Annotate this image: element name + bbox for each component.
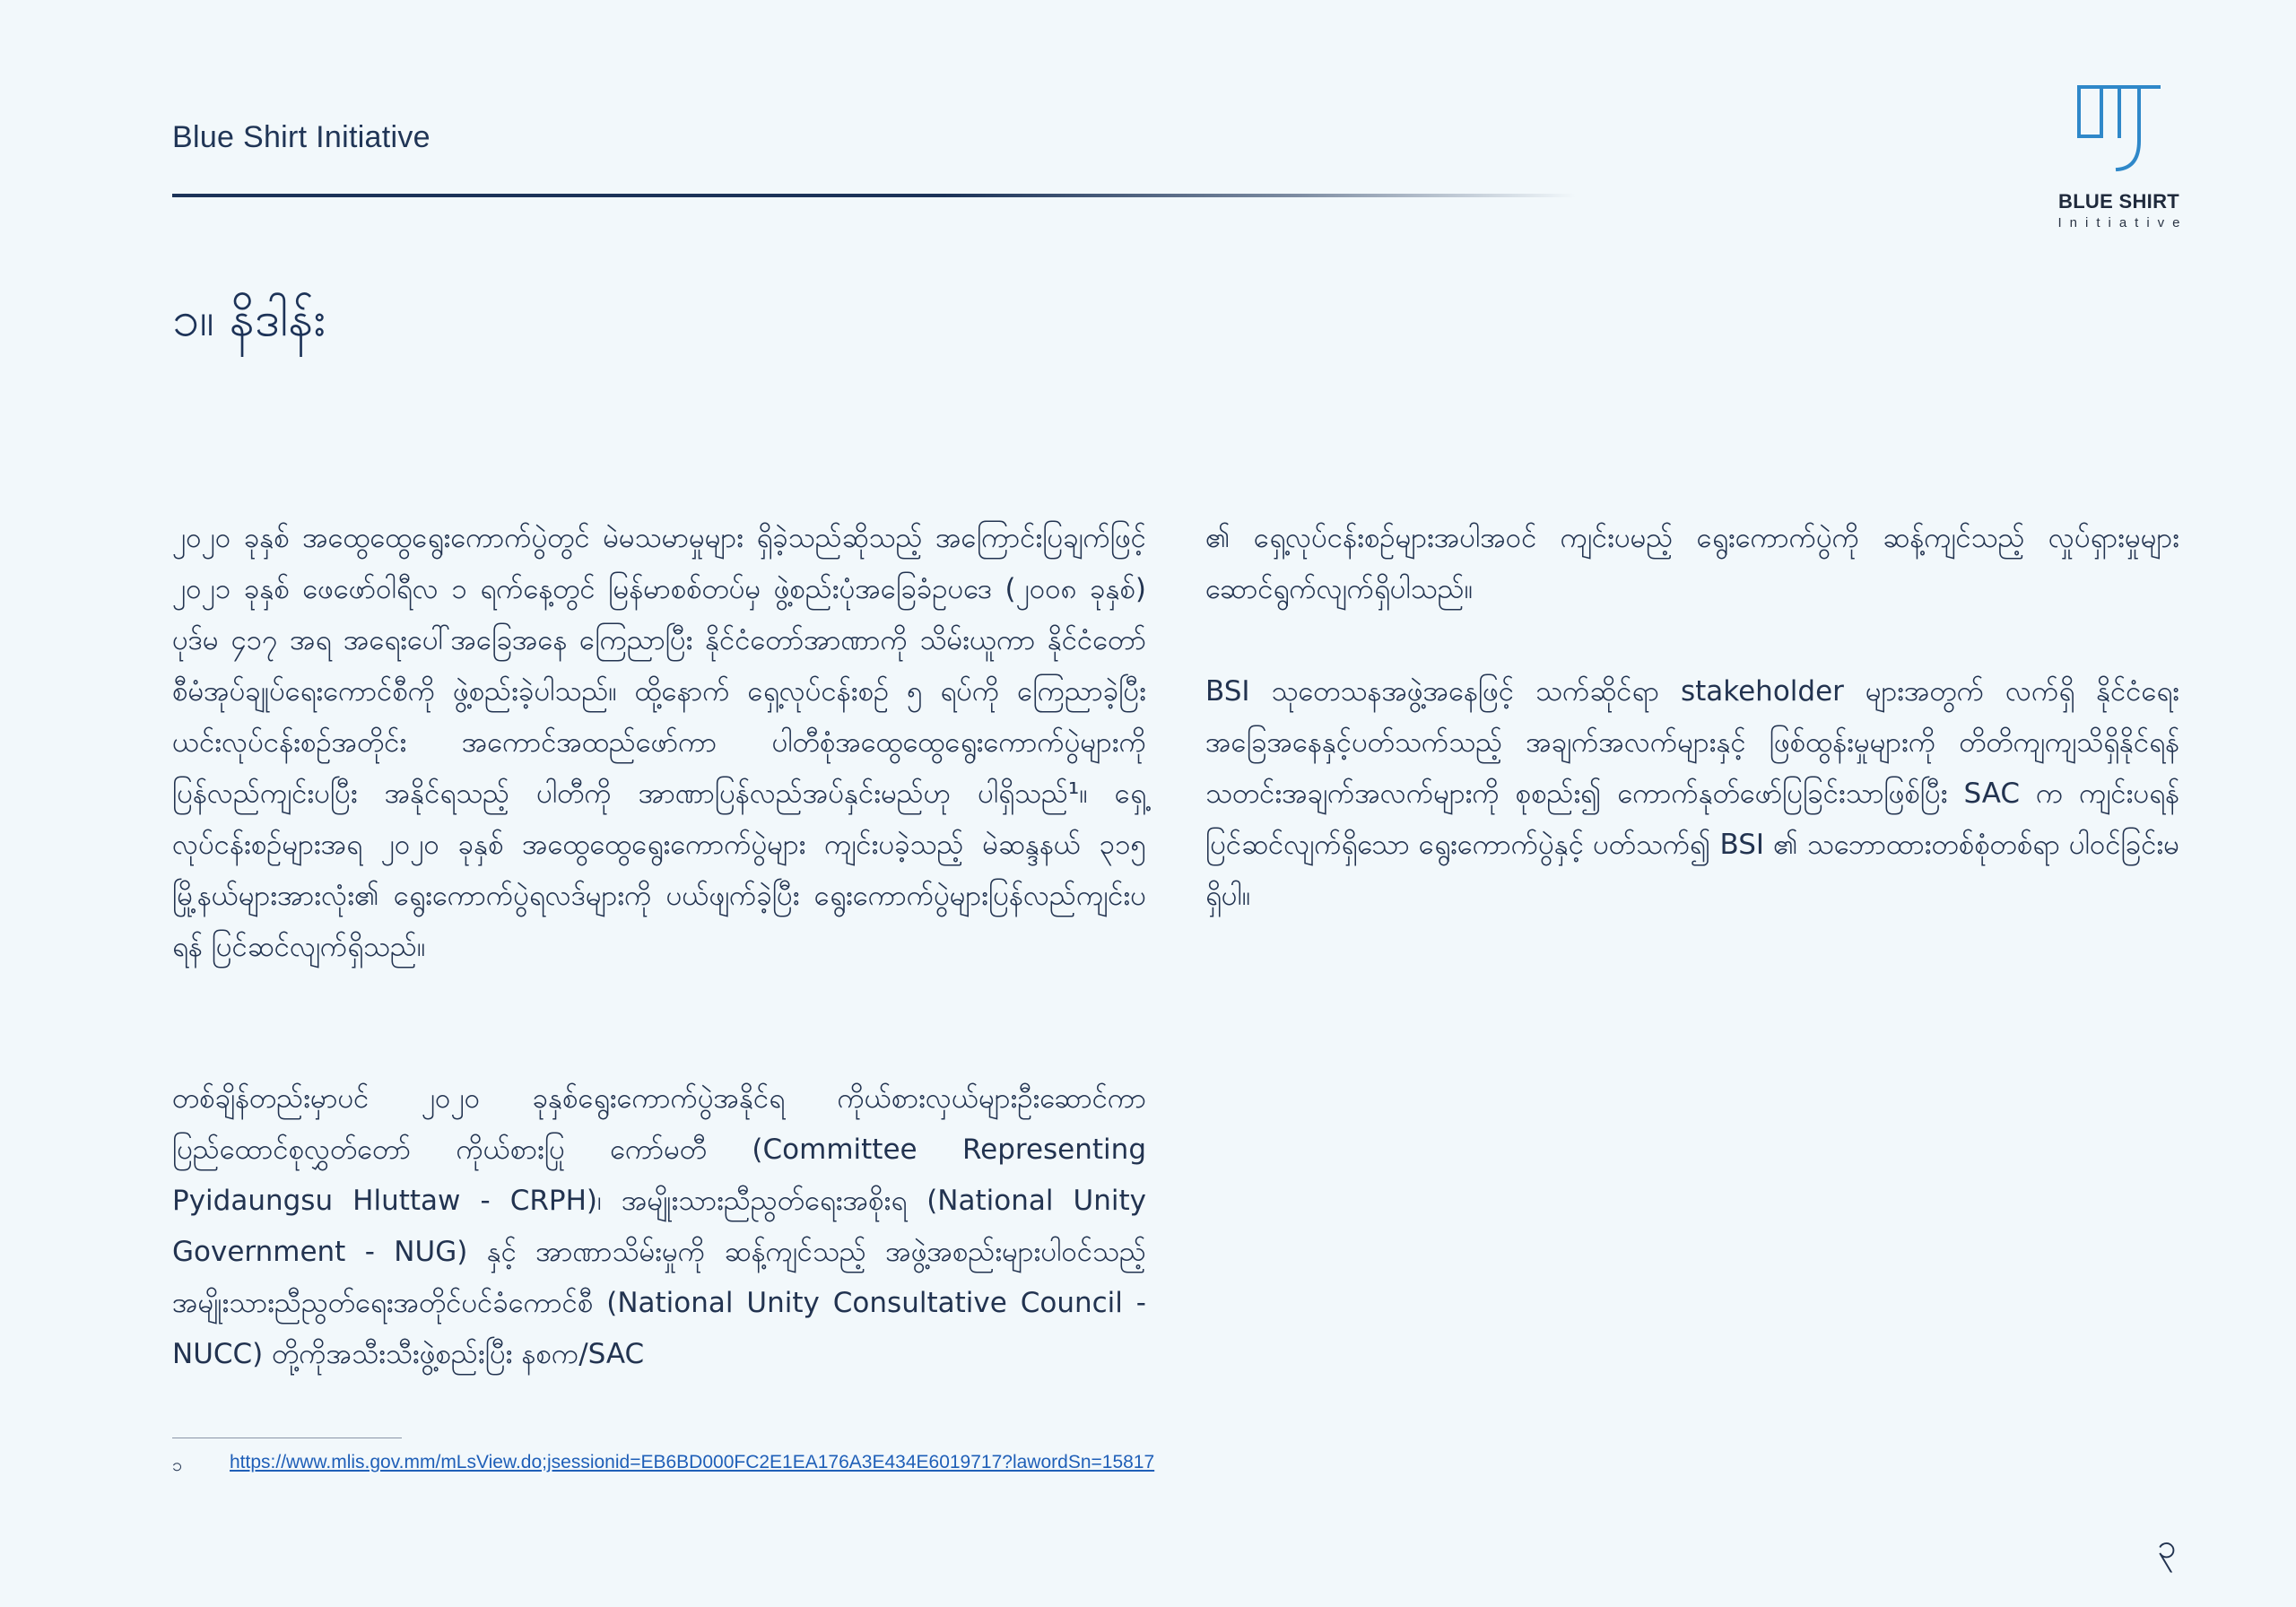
document-header-title: Blue Shirt Initiative <box>172 120 430 154</box>
footnote-mark: ၁ <box>172 1454 183 1475</box>
body-paragraph-right-2: BSI သုတေသနအဖွဲ့အနေဖြင့် သက်ဆိုင်ရာ stakeholder များအတွက် လက်ရှိ နိုင်ငံရေးအခြေအနေနှင့်ပတ်သက်သည့် အချက်အလက်များနှင့် ဖြစ်ထွန်းမှုများကို တိတိကျကျသိရှိနိုင်ရန် သတင်းအချက်အလက်များကို စုစည်း၍ ကောက်နုတ်ဖော်ပြခြင်းသာဖြစ်ပြီး SAC က ကျင်းပရန် ပြင်ဆင်လျက်ရှိသော ရွေးကောက်ပွဲနှင့် ပတ်သက်၍ BSI ၏ သဘောထားတစ်စုံတစ်ရာ ပါဝင်ခြင်းမရှိပါ။ <box>1205 675 2179 912</box>
three-bars-logo-icon <box>2076 85 2162 175</box>
blue-shirt-logo <box>2049 85 2188 238</box>
body-paragraph-left-1: ၂၀၂၀ ခုနှစ် အထွေထွေရွေးကောက်ပွဲတွင် မဲမသမာမှုများ ရှိခဲ့သည်ဆိုသည့် အကြောင်းပြချက်ဖြင့် ၂၀၂၁ ခုနှစ် ဖေဖော်ဝါရီလ ၁ ရက်နေ့တွင် မြန်မာစစ်တပ်မှ ဖွဲ့စည်းပုံအခြေခံဥပဒေ (၂၀၀၈ ခုနှစ်) ပုဒ်မ ၄၁၇ အရ အရေးပေါ်အခြေအနေ ကြေညာပြီး နိုင်ငံတော်အာဏာကို သိမ်းယူကာ နိုင်ငံတော်စီမံအုပ်ချုပ်ရေးကောင်စီကို ဖွဲ့စည်းခဲ့ပါသည်။ ထို့နောက် ရှေ့လုပ်ငန်းစဉ် ၅ ရပ်ကို ကြေညာခဲ့ပြီး ယင်းလုပ်ငန်းစဉ်အတိုင်း အကောင်အထည်ဖော်ကာ ပါတီစုံအထွေထွေရွေးကောက်ပွဲများကို ပြန်လည်ကျင်းပပြီး အနိုင်ရသည့် ပါတီကို အာဏာပြန်လည်အပ်နှင်းမည်ဟု ပါရှိသည်¹။ ရှေ့လုပ်ငန်းစဉ်များအရ ၂၀၂၀ ခုနှစ် အထွေထွေရွေးကောက်ပွဲများ ကျင်းပခဲ့သည့် မဲဆန္ဒနယ် ၃၁၅ မြို့နယ်များအားလုံး၏ ရွေးကောက်ပွဲရလဒ်များကို ပယ်ဖျက်ခဲ့ပြီး ရွေးကောက်ပွဲများပြန်လည်ကျင်းပရန် ပြင်ဆင်လျက်ရှိသည်။ <box>172 522 1146 963</box>
page-number: ၃ <box>2157 1526 2177 1566</box>
footnote-link[interactable]: https://www.mlis.gov.mm/mLsView.do;jsessionid=EB6BD000FC2E1EA176A3E434E6019717?lawordSn=15817 <box>230 1452 1155 1472</box>
logo-wordmark: BLUE SHIRT <box>2058 190 2179 213</box>
header-divider <box>172 194 1576 197</box>
body-paragraph-right-1: ၏ ရှေ့လုပ်ငန်းစဉ်များအပါအဝင် ကျင်းပမည့် ရွေးကောက်ပွဲကို ဆန့်ကျင်သည့် လှုပ်ရှားမှုများ ဆောင်ရွက်လျက်ရှိပါသည်။ <box>1205 522 2179 605</box>
logo-subtitle: Initiative <box>2057 215 2188 230</box>
body-paragraph-left-2: တစ်ချိန်တည်းမှာပင် ၂၀၂၀ ခုနှစ်ရွေးကောက်ပွဲအနိုင်ရ ကိုယ်စားလှယ်များဦးဆောင်ကာ ပြည်ထောင်စုလွှတ်တော် ကိုယ်စားပြု ကော်မတီ (Committee Representing Pyidaungsu Hluttaw - CRPH)၊ အမျိုးသားညီညွတ်ရေးအစိုးရ (National Unity Government - NUG) နှင့် အာဏာသိမ်းမှုကို ဆန့်ကျင်သည့် အဖွဲ့အစည်းများပါဝင်သည့် အမျိုးသားညီညွတ်ရေးအတိုင်ပင်ခံကောင်စီ (National Unity Consultative Council - NUCC) တို့ကိုအသီးသီးဖွဲ့စည်းပြီး နစက/SAC <box>172 1082 1146 1370</box>
section-heading: ၁။ နိဒါန်း <box>172 291 326 347</box>
